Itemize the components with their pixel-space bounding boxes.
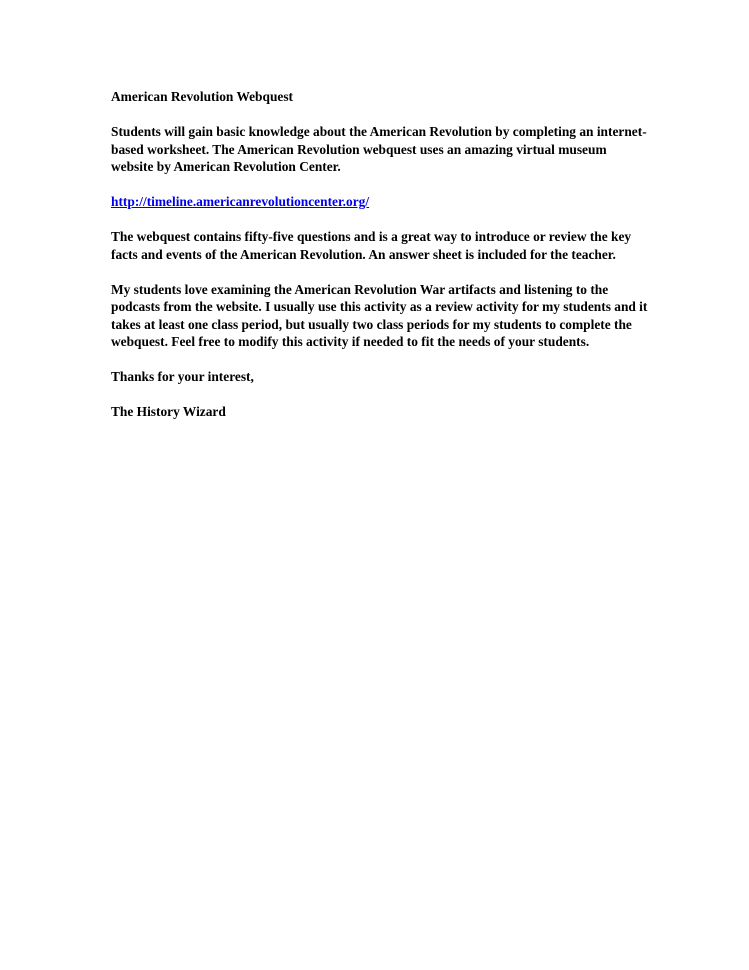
document-title: American Revolution Webquest	[111, 89, 294, 104]
usage-paragraph: My students love examining the American Revolution War artifacts and listening to the podcasts from the website. I usually use this activity as a review activity for my students and it takes at least one class period, but usually two class periods for my students to complete the webquest. Feel free to modify this activity if needed to fit the needs of your students.	[111, 281, 648, 349]
intro-paragraph: Students will gain basic knowledge about the American Revolution by completing an internet-based worksheet. The American Revolution webquest uses an amazing virtual museum website by American Revolution Center.	[111, 124, 647, 174]
link-paragraph	[111, 193, 651, 211]
description-paragraph: The webquest contains fifty-five questions and is a great way to introduce or review the key facts and events of the American Revolution. An answer sheet is included for the teacher.	[111, 229, 632, 262]
signature: The History Wizard	[111, 404, 226, 419]
closing-line: Thanks for your interest,	[111, 369, 254, 384]
website-link[interactable]: http://timeline.americanrevolutioncenter.org/	[111, 194, 370, 209]
document-body	[111, 88, 651, 438]
